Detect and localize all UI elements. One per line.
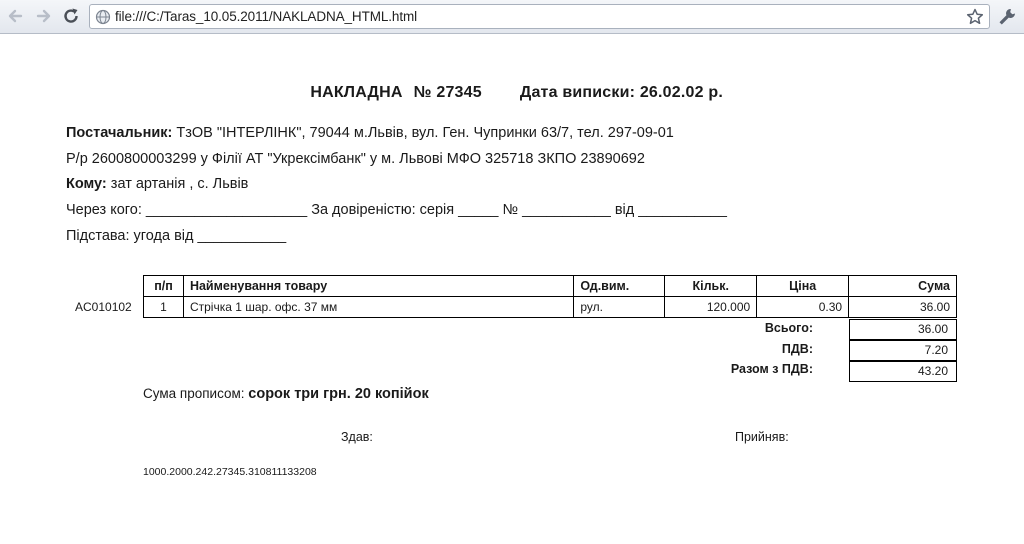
back-arrow-icon [6, 6, 26, 26]
table-row [144, 297, 957, 318]
total-value: 36.00 [849, 319, 957, 340]
col-header-num: п/п [144, 276, 184, 297]
address-bar[interactable] [89, 4, 990, 29]
page-globe-icon [95, 9, 111, 25]
doc-number: № 27345 [413, 84, 482, 101]
bookmark-star-icon[interactable] [965, 7, 985, 27]
col-header-qty: Кільк. [665, 276, 757, 297]
supplier-label: Постачальник: [66, 125, 173, 141]
cell-unit: рул. [574, 297, 665, 318]
issue-date: Дата виписки: 26.02.02 р. [519, 84, 723, 101]
cell-qty: 120.000 [665, 297, 757, 318]
received-signature: Прийняв: [735, 430, 789, 444]
product-code: AC010102 [75, 300, 132, 314]
bank-line: Р/р 2600800003299 у Філії АТ "Укрексімбанк" у м. Львові МФО 325718 ЗКПО 23890692 [66, 151, 645, 167]
col-header-price: Ціна [757, 276, 849, 297]
grand-total-value: 43.20 [849, 361, 957, 382]
sum-words-label: Сума прописом: [143, 386, 245, 401]
reload-button[interactable] [61, 6, 81, 26]
total-label: Всього: [764, 321, 813, 335]
doc-label: НАКЛАДНА [310, 84, 403, 101]
back-button[interactable] [6, 6, 26, 26]
table-header-row [144, 276, 957, 297]
recipient-text: зат артанія , с. Львів [106, 176, 249, 192]
supplier-text: ТзОВ "ІНТЕРЛІНК", 79044 м.Львів, вул. Ген. Чупринки 63/7, тел. 297-09-01 [172, 125, 674, 141]
vat-value: 7.20 [849, 340, 957, 361]
cell-num: 1 [144, 297, 184, 318]
browser-toolbar [0, 0, 1024, 34]
wrench-menu-icon[interactable] [996, 6, 1018, 28]
forward-button[interactable] [33, 6, 53, 26]
url-text[interactable]: file:///C:/Taras_10.05.2011/NAKLADNA_HTML.html [115, 9, 418, 24]
col-header-unit: Од.вим. [574, 276, 665, 297]
recipient-label: Кому: [66, 176, 107, 192]
basis-line: Підстава: угода від ___________ [66, 228, 287, 244]
cell-name: Стрічка 1 шар. офс. 37 мм [183, 297, 573, 318]
via-line: Через кого: ____________________ За довіреністю: серія _____ № ___________ від ___________ [66, 202, 727, 218]
cell-price: 0.30 [757, 297, 849, 318]
vat-label: ПДВ: [781, 342, 813, 356]
cell-sum: 36.00 [849, 297, 957, 318]
reload-icon [61, 6, 81, 26]
supplier-line [66, 125, 674, 141]
invoice-title [0, 66, 1024, 102]
forward-arrow-icon [33, 6, 53, 26]
col-header-name: Найменування товару [183, 276, 573, 297]
goods-table [143, 275, 957, 318]
recipient-line [66, 176, 248, 192]
col-header-sum: Сума [849, 276, 957, 297]
grand-total-label: Разом з ПДВ: [730, 362, 813, 376]
sum-in-words [143, 386, 429, 402]
handed-over-signature: Здав: [341, 430, 373, 444]
document-code: 1000.2000.242.27345.310811133208 [143, 466, 317, 478]
sum-words-value: сорок три грн. 20 копійок [248, 386, 429, 402]
